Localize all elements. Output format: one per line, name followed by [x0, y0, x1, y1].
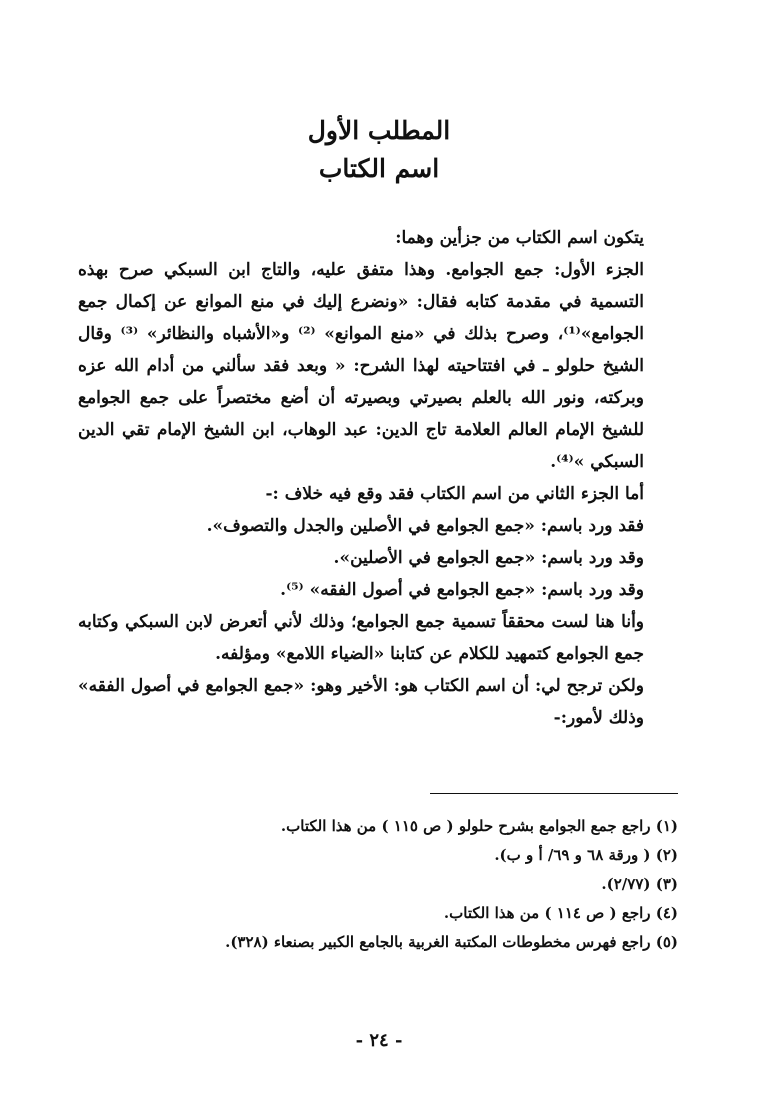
- paragraph: وقد ورد باسم: «جمع الجوامع في أصول الفقه» ⁽⁵⁾.: [280, 580, 644, 600]
- body-text: [78, 222, 678, 734]
- page-number: - ٢٤ -: [355, 1030, 403, 1051]
- footnotes: [78, 812, 678, 957]
- footnote-item: (٢) ( ورقة ٦٨ و ٦٩/ أ و ب).: [494, 846, 678, 864]
- paragraph: فقد ورد باسم: «جمع الجوامع في الأصلين والجدل والتصوف».: [206, 516, 644, 536]
- footnote-item: (٤) راجع ( ص ١١٤ ) من هذا الكتاب.: [443, 904, 678, 922]
- paragraph: ولكن ترجح لي: أن اسم الكتاب هو: الأخير وهو: «جمع الجوامع في أصول الفقه» وذلك لأمور:-: [78, 676, 644, 728]
- paragraph: أما الجزء الثاني من اسم الكتاب فقد وقع فيه خلاف :-: [265, 484, 644, 504]
- paragraph: يتكون اسم الكتاب من جزأين وهما:: [395, 228, 644, 248]
- footnote-item: (٥) راجع فهرس مخطوطات المكتبة الغربية بالجامع الكبير بصنعاء (٣٢٨).: [225, 933, 678, 951]
- paragraph: وأنا هنا لست محققاً تسمية جمع الجوامع؛ وذلك لأني أتعرض لابن السبكي وكتابه جمع الجوامع كتمهيد للكلام عن كتابنا «الضياء اللامع» ومؤلفه.: [78, 612, 644, 664]
- footnote-item: (١) راجع جمع الجوامع بشرح حلولو ( ص ١١٥ ) من هذا الكتاب.: [280, 817, 678, 835]
- section-heading: [0, 112, 758, 188]
- paragraph: الجزء الأول: جمع الجوامع. وهذا متفق عليه، والتاج ابن السبكي صرح بهذه التسمية في مقدمة كتابه فقال: «ونضرع إليك في منع الموانع عن إكمال جمع الجوامع»⁽¹⁾، وصرح بذلك في «منع الموانع» ⁽²⁾ و«الأشباه والنظائر» ⁽³⁾ وقال الشيخ حلولو ـ في افتتاحيته لهذا الشرح: « وبعد فقد سألني من أدام الله عزه وبركته، ونور الله بالعلم بصيرتي وبصيرته أن أضع مختصراً على جمع الجوامع للشيخ الإمام العالم العلامة تاج الدين: عبد الوهاب، ابن الشيخ الإمام تقي الدين السبكي »⁽⁴⁾.: [78, 260, 644, 472]
- footnote-item: (٣) (٢/٧٧).: [601, 875, 678, 893]
- paragraph: وقد ورد باسم: «جمع الجوامع في الأصلين».: [333, 548, 644, 568]
- section-title: المطلب الأول: [307, 116, 451, 145]
- book-name-subtitle: اسم الكتاب: [318, 154, 440, 183]
- footnote-divider: [430, 793, 678, 794]
